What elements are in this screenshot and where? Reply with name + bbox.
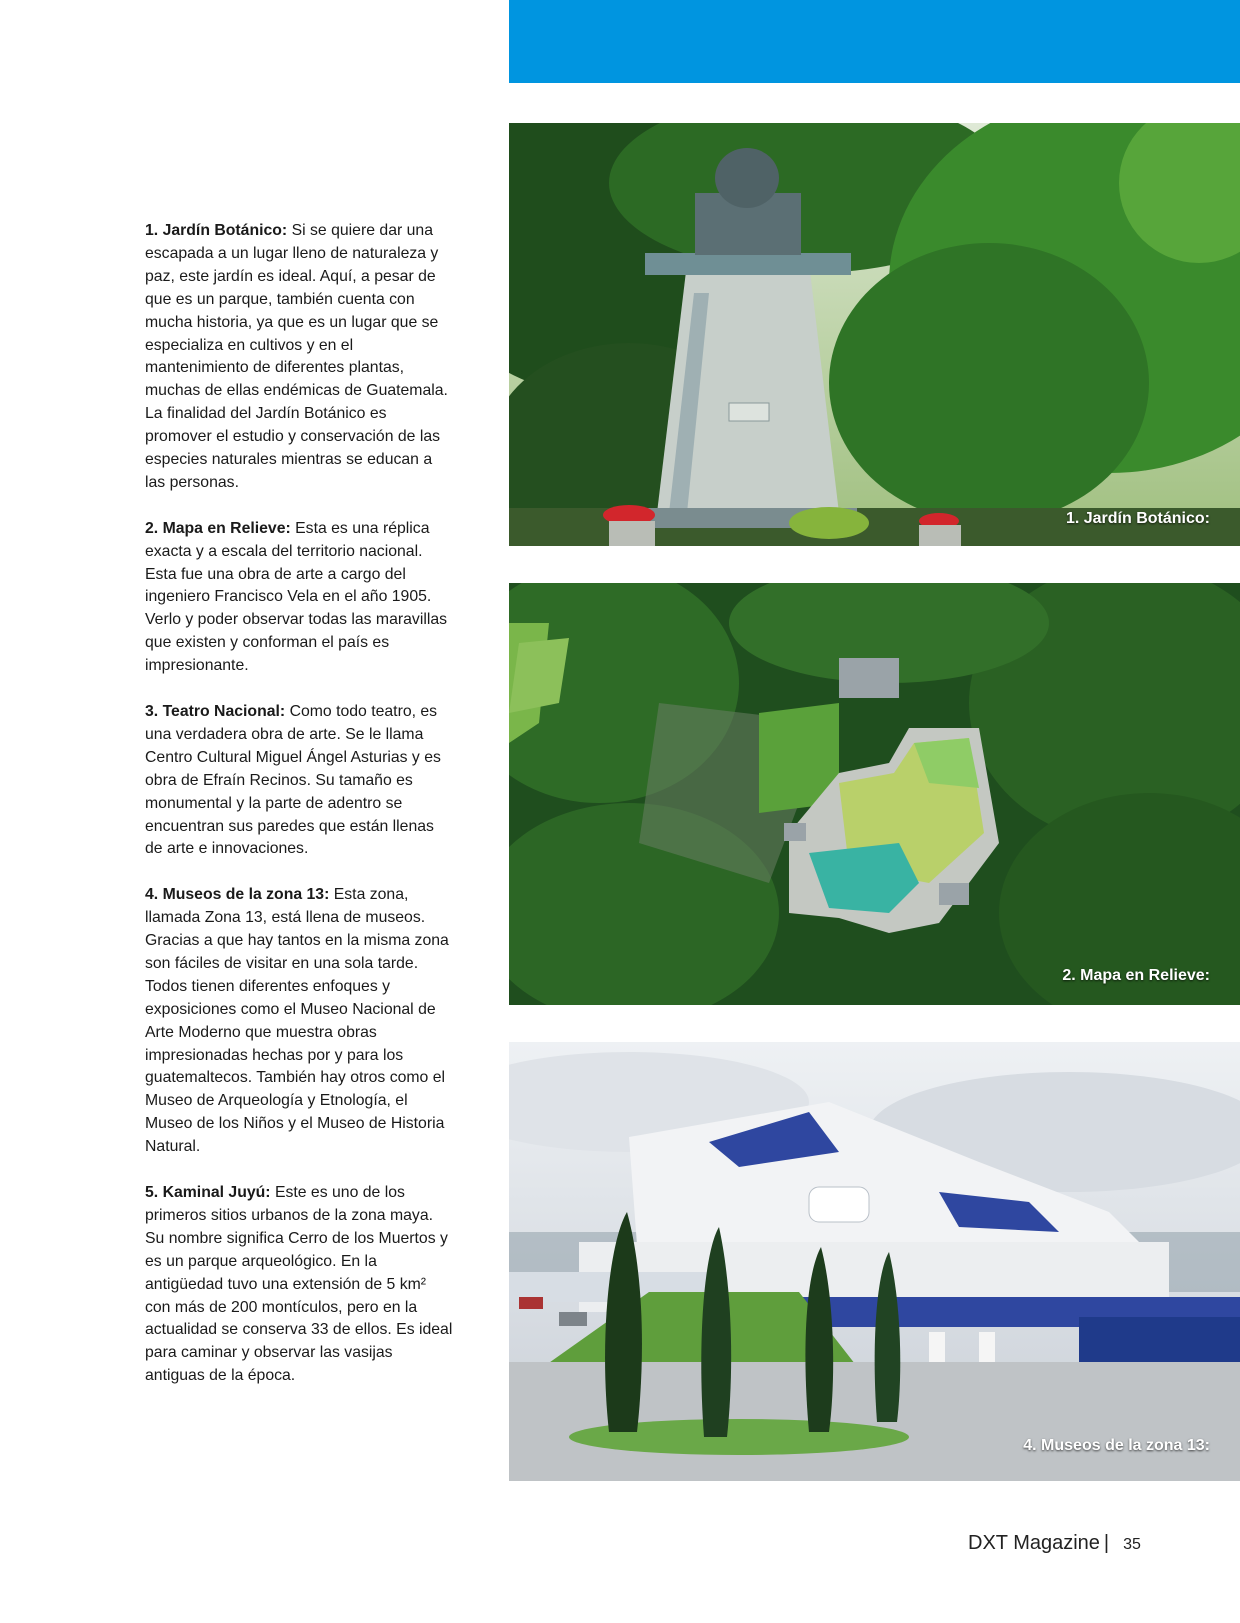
photo-caption: 1. Jardín Botánico:: [1065, 510, 1210, 527]
section-title: 4. Museos de la zona 13:: [145, 886, 330, 904]
page-footer: [968, 1532, 1141, 1555]
section-body: Este es uno de los primeros sitios urbanos de la zona maya. Su nombre significa Cerro de los Muertos y es un parque arqueológico. En la antigüedad tuvo una extensión de 5 km² con más de 200 montículos, pero en la actualidad se conserva 33 de ellos. Es ideal para caminar y observar las vasijas antiguas de la época.: [145, 1184, 453, 1385]
mapa-relieve-image: [509, 583, 1240, 1005]
footer-separator: |: [1103, 1532, 1110, 1554]
section-title: 2. Mapa en Relieve:: [145, 519, 291, 537]
section-title: 1. Jardín Botánico:: [145, 222, 288, 239]
magazine-name: DXT Magazine: [968, 1532, 1100, 1554]
museos-zona-13-image: [509, 1042, 1240, 1481]
section-title: 3. Teatro Nacional:: [145, 703, 286, 720]
section-museos-zona-13: [145, 884, 455, 1159]
photo-museos-zona-13: [509, 1042, 1240, 1481]
article-text: [145, 220, 455, 1411]
photo-caption: 2. Mapa en Relieve:: [1062, 967, 1210, 984]
section-body: Si se quiere dar una escapada a un lugar lleno de naturaleza y paz, este jardín es ideal. Aquí, a pesar de que es un parque, también cuenta con mucha historia, ya que es un lugar que se especializa en cultivos y en el mantenimiento de diferentes plantas, muchas de ellas endémicas de Guatemala. La finalidad del Jardín Botánico es promover el estudio y conservación de las especies naturales mientras se educan a las personas.: [145, 222, 448, 491]
jardin-botanico-image: [509, 123, 1240, 546]
section-teatro-nacional: [145, 701, 455, 861]
section-kaminal-juyu: [145, 1182, 455, 1388]
section-mapa-relieve: [145, 518, 455, 678]
section-body: Como todo teatro, es una verdadera obra de arte. Se le llama Centro Cultural Miguel Ángel Asturias y es obra de Efraín Recinos. Su tamaño es monumental y la parte de adentro se encuentran sus paredes que están llenas de arte e innovaciones.: [145, 703, 441, 858]
page-number: 35: [1123, 1536, 1141, 1553]
photo-jardin-botanico: [509, 123, 1240, 546]
top-accent-bar: [509, 0, 1240, 83]
photo-caption: 4. Museos de la zona 13:: [1023, 1437, 1210, 1454]
section-title: 5. Kaminal Juyú:: [145, 1184, 271, 1201]
section-body: Esta zona, llamada Zona 13, está llena de museos. Gracias a que hay tantos en la misma zona son fáciles de visitar en una sola tarde. Todos tienen diferentes enfoques y exposiciones como el Museo Nacional de Arte Moderno que muestra obras impresionadas hechas por y para los guatemaltecos. También hay otros como el Museo de Arqueología y Etnología, el Museo de los Niños y el Museo de Historia Natural.: [145, 886, 449, 1156]
section-body: Esta es una réplica exacta y a escala del territorio nacional. Esta fue una obra de arte a cargo del ingeniero Francisco Vela en el año 1905. Verlo y poder observar todas las maravillas que existen y conforman el país es impresionante.: [145, 519, 448, 675]
section-jardin-botanico: [145, 220, 455, 495]
photo-mapa-relieve: [509, 583, 1240, 1005]
